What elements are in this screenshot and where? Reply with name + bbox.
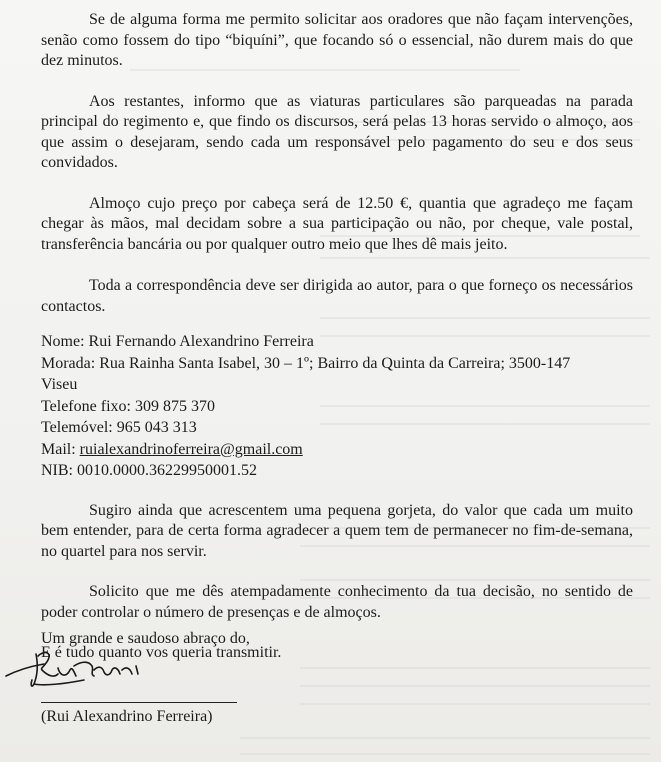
signature-line xyxy=(41,702,237,703)
contact-mail-link[interactable]: ruialexandrinoferreira@gmail.com xyxy=(79,440,303,458)
signature-name: (Rui Alexandrino Ferreira) xyxy=(41,708,213,725)
paragraph-tip: Sugiro ainda que acrescentem uma pequena gorjeta, do valor que cada um muito bem entender, para de certa forma agradecer a quem tem de permanecer no fim-de-semana, no quartel para nos servir. xyxy=(41,501,633,560)
closing-line: Um grande e saudoso abraço do, xyxy=(41,630,250,647)
contact-phone: Telefone fixo: 309 875 370 xyxy=(41,397,215,415)
paragraph-parking-lunch: Aos restantes, informo que as viaturas particulares são parqueadas na parada principal do regimento e, que findo os discursos, será pelas 13 horas servido o almoço, aos que assim o desejaram, sendo cada um responsável pelo pagamento do seu e dos seus convidados. xyxy=(41,92,633,171)
paragraph-speakers: Se de alguma forma me permito solicitar aos oradores que não façam intervenções, senão como fossem do tipo “biquíni”, que focando só o essencial, não durem mais do que dez minutos. xyxy=(41,11,633,69)
letter-body xyxy=(41,10,633,664)
paragraph-correspondence: Toda a correspondência deve ser dirigida ao autor, para o que forneço os necessários contactos. xyxy=(41,277,633,315)
contact-mail-label: Mail: xyxy=(41,440,80,458)
contact-mail xyxy=(41,439,633,461)
paragraph-conclusion: E é tudo quanto vos queria transmitir. xyxy=(41,644,282,661)
signature-block xyxy=(0,630,661,762)
contact-mobile: Telemóvel: 965 043 313 xyxy=(41,419,197,436)
contact-address-line1: Morada: Rua Rainha Santa Isabel, 30 – 1º; Bairro da Quinta da Carreira; 3500-147 xyxy=(41,354,571,372)
handwritten-signature xyxy=(4,640,164,696)
contact-details xyxy=(41,331,633,482)
paragraph-request: Solicito que me dês atempadamente conhecimento da tua decisão, no sentido de poder controlar o número de presenças e de almoços. xyxy=(41,583,633,621)
contact-address-line2: Viseu xyxy=(41,376,78,393)
contact-name: Nome: Rui Fernando Alexandrino Ferreira xyxy=(41,333,314,350)
paragraph-lunch-price: Almoço cujo preço por cabeça será de 12.50 €, quantia que agradeço me façam chegar às mãos, mal decidam sobre a sua participação ou não, por cheque, vale postal, transferência bancária ou por qualquer outro meio que lhes dê mais jeito. xyxy=(41,194,633,253)
contact-nib: NIB: 0010.0000.36229950001.52 xyxy=(41,462,257,479)
